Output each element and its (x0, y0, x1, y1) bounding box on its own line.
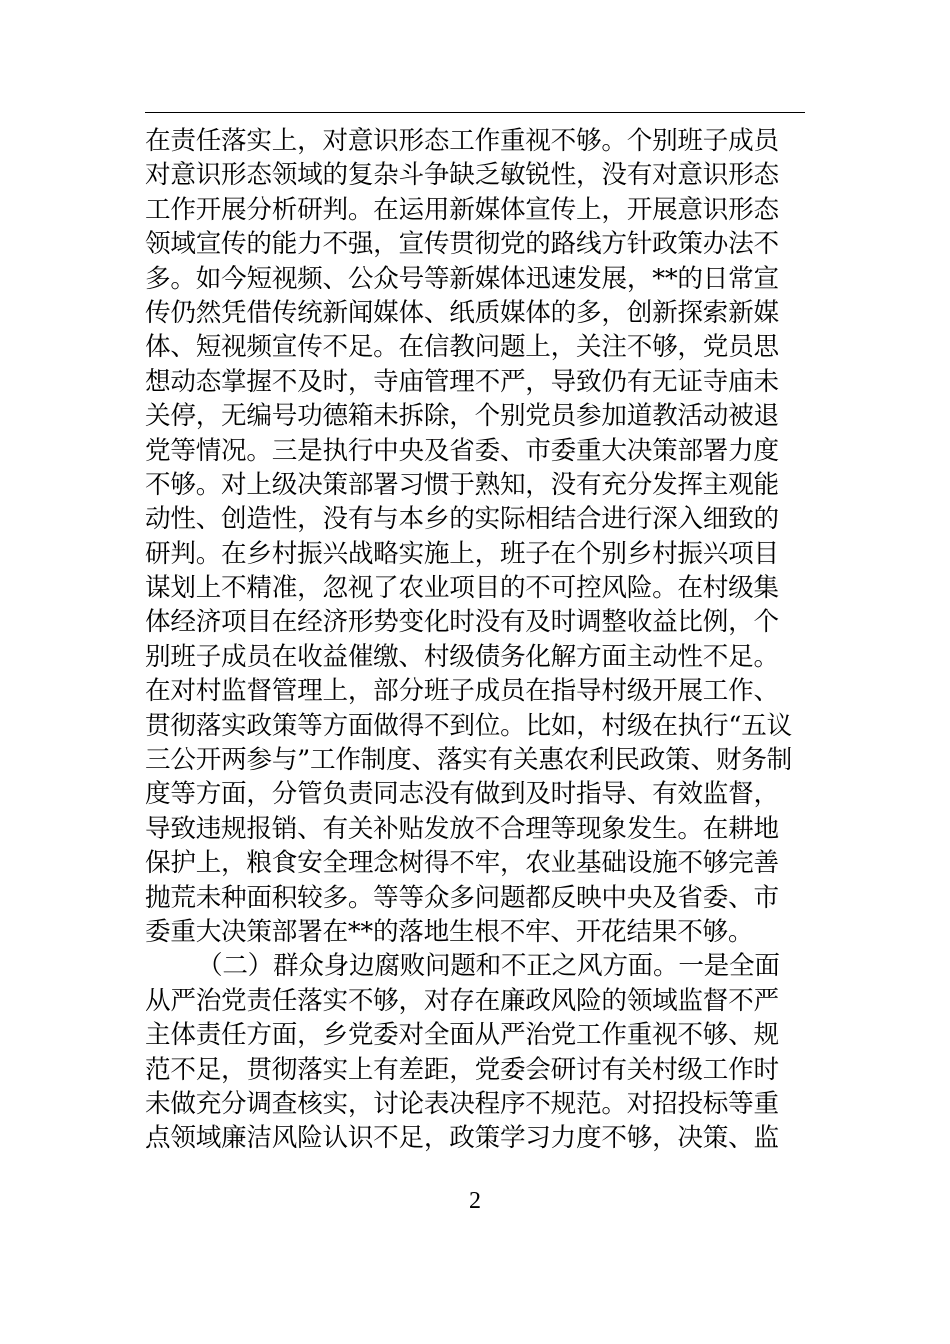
text-line: 抛荒未种面积较多。等等众多问题都反映中央及省委、市 (145, 882, 779, 913)
text-line: 体经济项目在经济形势变化时没有及时调整收益比例，个 (145, 607, 779, 638)
text-line: 三公开两参与”工作制度、落实有关惠农利民政策、财务制 (145, 745, 792, 776)
text-line: 谋划上不精准，忽视了农业项目的不可控风险。在村级集 (145, 573, 779, 604)
text-line: 传仍然凭借传统新闻媒体、纸质媒体的多，创新探索新媒 (145, 297, 779, 328)
header-rule (145, 112, 805, 113)
text-line: 主体责任方面，乡党委对全面从严治党工作重视不够、规 (145, 1020, 779, 1051)
text-line: 对意识形态领域的复杂斗争缺乏敏锐性，没有对意识形态 (145, 160, 779, 191)
text-line: 度等方面，分管负责同志没有做到及时指导、有效监督， (145, 779, 779, 810)
text-line: 别班子成员在收益催缴、村级债务化解方面主动性不足。 (145, 641, 779, 672)
text-line: 动性、创造性，没有与本乡的实际相结合进行深入细致的 (145, 504, 779, 535)
text-line: 点领域廉洁风险认识不足，政策学习力度不够，决策、监 (145, 1123, 779, 1154)
text-line: 在责任落实上，对意识形态工作重视不够。个别班子成员 (145, 126, 779, 156)
text-line: 研判。在乡村振兴战略实施上，班子在个别乡村振兴项目 (145, 538, 779, 569)
text-line: 导致违规报销、有关补贴发放不合理等现象发生。在耕地 (145, 813, 779, 844)
text-line: 想动态掌握不及时，寺庙管理不严，导致仍有无证寺庙未 (145, 366, 779, 397)
text-line: 范不足，贯彻落实上有差距，党委会研讨有关村级工作时 (145, 1054, 779, 1085)
text-line: 工作开展分析研判。在运用新媒体宣传上，开展意识形态 (145, 194, 779, 225)
text-line: 保护上，粮食安全理念树得不牢，农业基础设施不够完善 (145, 848, 779, 879)
text-line: 贯彻落实政策等方面做得不到位。比如，村级在执行“五议 (145, 710, 792, 741)
text-line: 委重大决策部署在**的落地生根不牢、开花结果不够。 (145, 916, 754, 947)
text-line: 从严治党责任落实不够，对存在廉政风险的领域监督不严 (145, 985, 779, 1016)
text-line: 体、短视频宣传不足。在信教问题上，关注不够，党员思 (145, 332, 779, 363)
text-line: 不够。对上级决策部署习惯于熟知，没有充分发挥主观能 (145, 469, 779, 500)
text-line: 多。如今短视频、公众号等新媒体迅速发展，**的日常宣 (145, 263, 779, 294)
text-line: 在对村监督管理上，部分班子成员在指导村级开展工作、 (145, 676, 779, 707)
body-text (145, 124, 811, 1156)
text-line: 领域宣传的能力不强，宣传贯彻党的路线方针政策办法不 (145, 229, 779, 260)
text-line: 党等情况。三是执行中央及省委、市委重大决策部署力度 (145, 435, 779, 466)
page-number: 2 (469, 1188, 481, 1214)
text-line: 关停，无编号功德箱未拆除，个别党员参加道教活动被退 (145, 401, 779, 432)
text-line: 未做充分调查核实，讨论表决程序不规范。对招投标等重 (145, 1088, 779, 1119)
section-heading-line: （二）群众身边腐败问题和不正之风方面。一是全面 (197, 951, 780, 982)
